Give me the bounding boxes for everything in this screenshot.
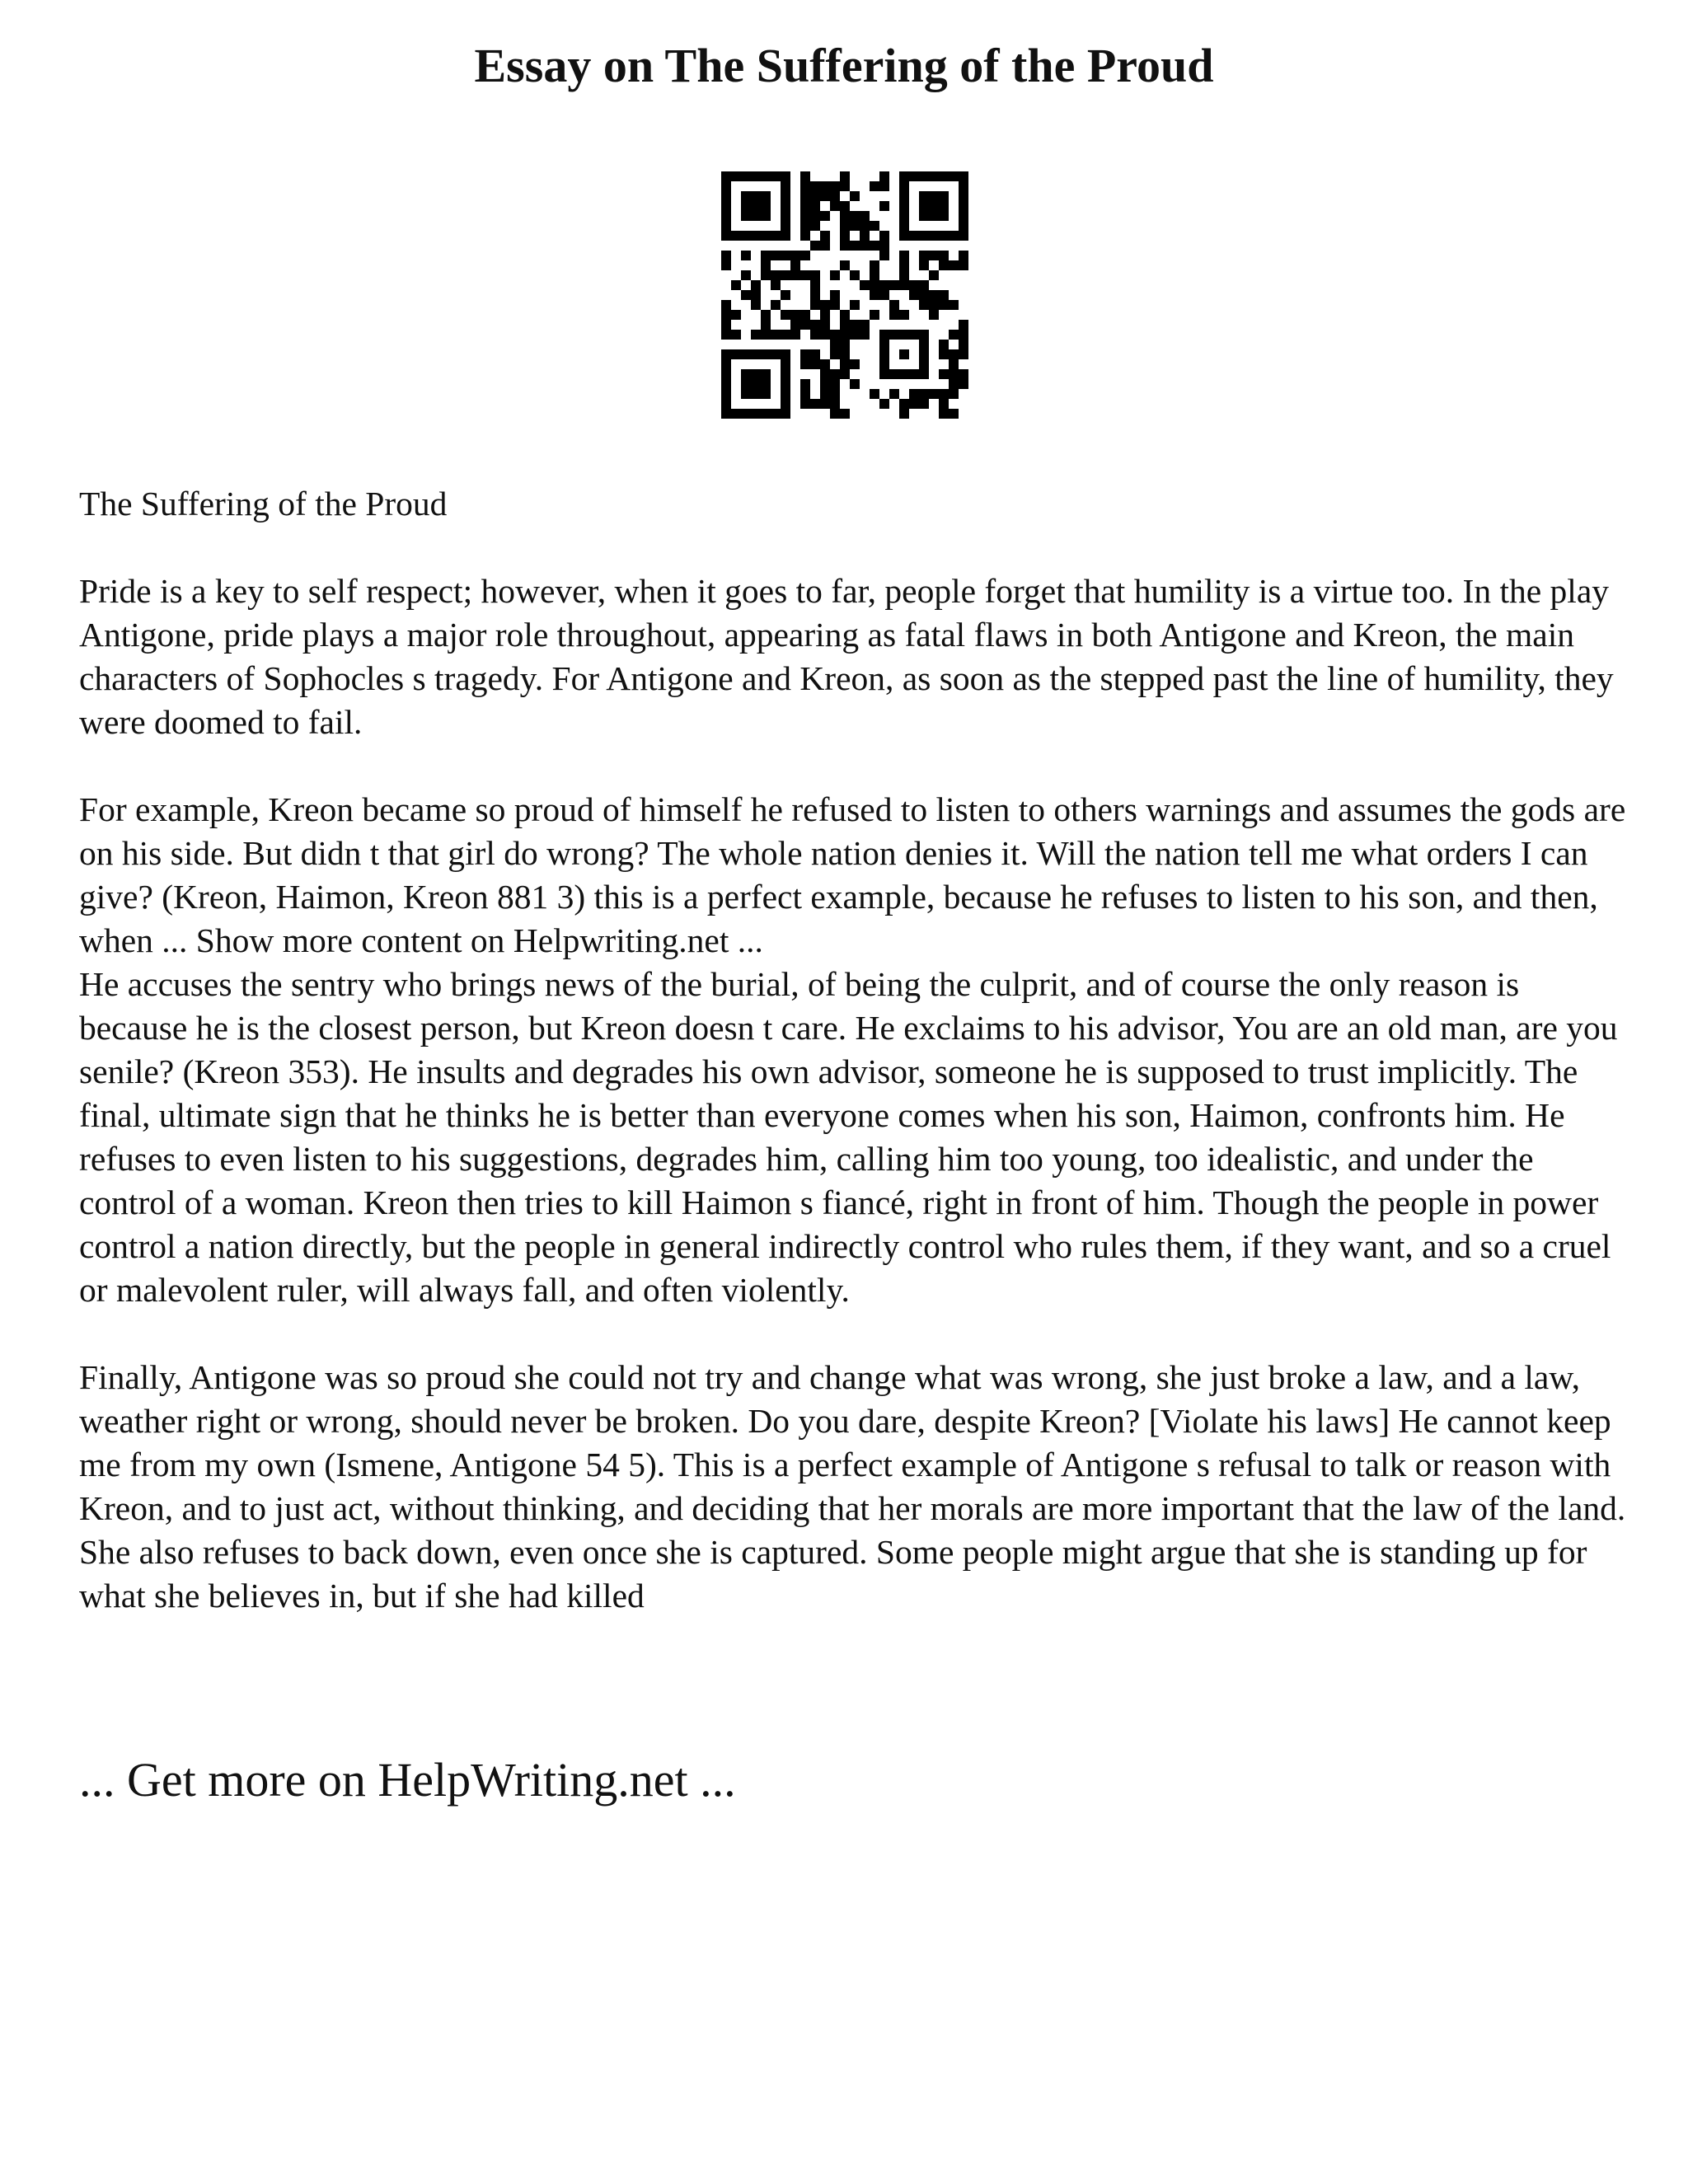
- get-more-link[interactable]: ... Get more on HelpWriting.net ...: [79, 1753, 736, 1807]
- paragraph: For example, Kreon became so proud of himself he refused to listen to others warnings and assumes the gods are on his side. But didn t that girl do wrong? The whole nation denies it. Will the nation tell me what orders I can give? (Kreon, Haimon, Kreon 881 3) this is a perfect example, because he refuses to listen to his son, and then, when ... Show more content on Helpwriting.net ...: [79, 790, 1626, 959]
- paragraph: Finally, Antigone was so proud she could not try and change what was wrong, she just broke a law, and a law, weather right or wrong, should never be broken. Do you dare, despite Kreon? [Violate his laws] He cannot keep me from my own (Ismene, Antigone 54 5). This is a perfect example of Antigone s refusal to talk or reason with Kreon, and to just act, without thinking, and deciding that her morals are more important that the law of the land. She also refuses to back down, even once she is captured. Some people might argue that she is standing up for what she believes in, but if she had killed: [79, 1358, 1626, 1615]
- page-title: Essay on The Suffering of the Proud: [474, 39, 1214, 92]
- paragraph: He accuses the sentry who brings news of the burial, of being the culprit, and of course the only reason is because he is the closest person, but Kreon doesn t care. He exclaims to his advisor, You are an old man, are you senile? (Kreon 353). He insults and degrades his own advisor, someone he is supposed to trust implicitly. The final, ultimate sign that he thinks he is better than everyone comes when his son, Haimon, confronts him. He refuses to even listen to his suggestions, degrades him, calling him too young, too idealistic, and under the control of a woman. Kreon then tries to kill Haimon s fiancé, right in front of him. Though the people in power control a nation directly, but the people in general indirectly control who rules them, if they want, and so a cruel or malevolent ruler, will always fall, and often violently.: [79, 965, 1618, 1309]
- paragraph: Pride is a key to self respect; however, when it goes to far, people forget that humility is a virtue too. In the play Antigone, pride plays a major role throughout, appearing as fatal flaws in both Antigone and Kreon, the main characters of Sophocles s tragedy. For Antigone and Kreon, as soon as the stepped past the line of humility, they were doomed to fail.: [79, 572, 1614, 741]
- essay-body: [79, 482, 1629, 1661]
- essay-heading: The Suffering of the Proud: [79, 485, 448, 523]
- qr-code-icon: [721, 171, 968, 419]
